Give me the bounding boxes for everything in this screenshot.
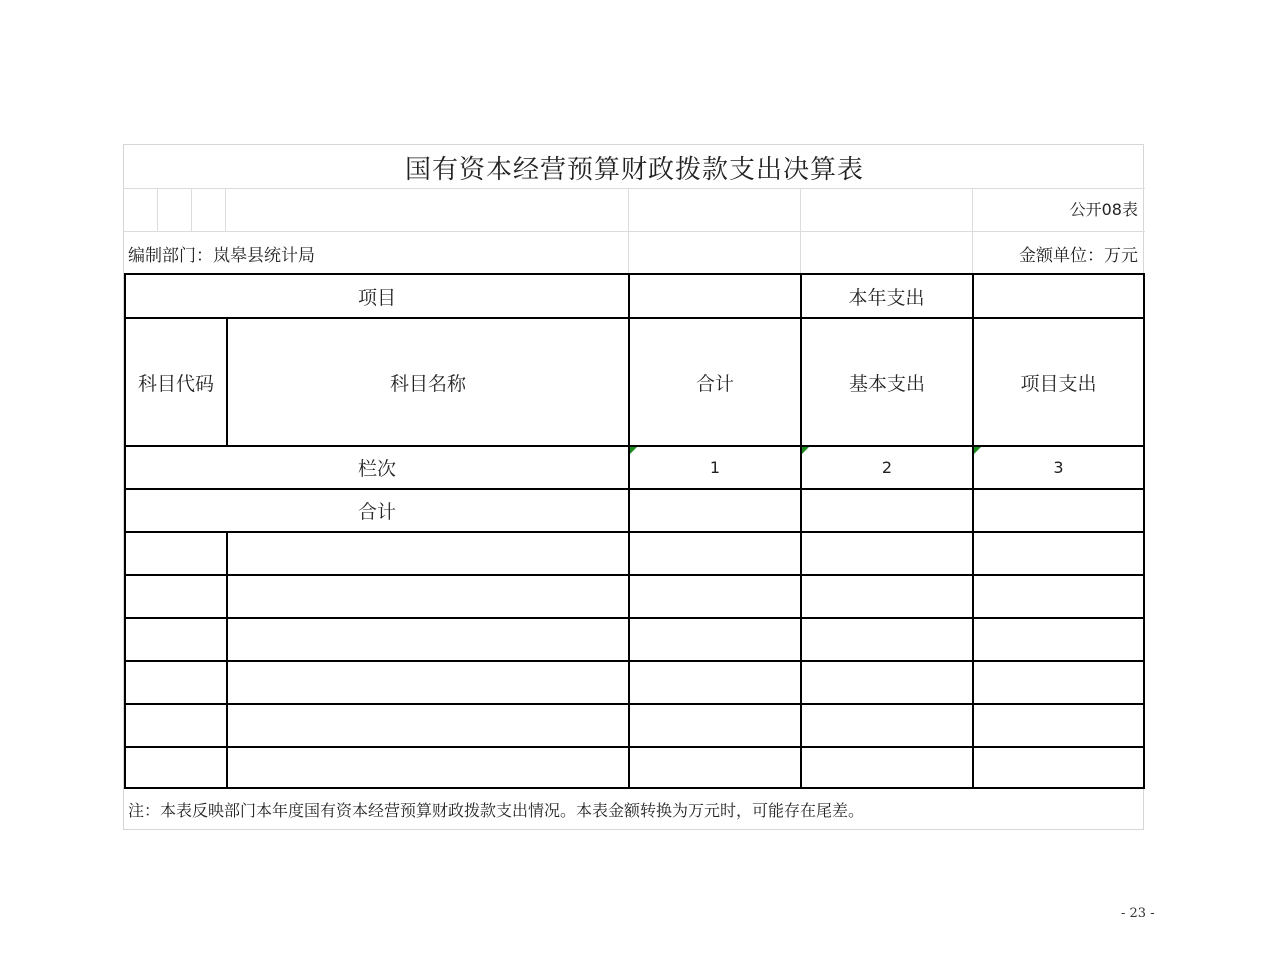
header-total: 合计 bbox=[695, 372, 734, 395]
table-line bbox=[126, 660, 1143, 662]
budget-sheet bbox=[123, 144, 1144, 830]
grid-line bbox=[225, 188, 226, 231]
column-index-label: 栏次 bbox=[357, 458, 396, 480]
table-line bbox=[126, 703, 1143, 705]
grid-line bbox=[800, 188, 801, 274]
table-line bbox=[126, 746, 1143, 748]
form-number: 公开08表 bbox=[1069, 200, 1138, 219]
grid-line bbox=[628, 188, 629, 274]
header-item: 项目 bbox=[357, 286, 396, 309]
table-line bbox=[126, 531, 1143, 533]
expenditure-table bbox=[124, 273, 1145, 789]
grid-line bbox=[124, 231, 1145, 232]
grid-line bbox=[972, 188, 973, 274]
cell-marker-icon bbox=[802, 447, 809, 454]
page-number: - 23 - bbox=[1121, 906, 1155, 921]
sum-row-label: 合计 bbox=[357, 501, 396, 523]
cell-marker-icon bbox=[630, 447, 637, 454]
header-basic: 基本支出 bbox=[848, 372, 925, 395]
table-note: 注：本表反映部门本年度国有资本经营预算财政拨款支出情况。本表金额转换为万元时，可能存在尾差。 bbox=[128, 801, 865, 820]
header-name: 科目名称 bbox=[389, 372, 466, 395]
grid-line bbox=[191, 188, 192, 231]
header-year-spend: 本年支出 bbox=[848, 286, 925, 309]
table-line bbox=[126, 617, 1143, 619]
header-code: 科目代码 bbox=[137, 372, 214, 395]
amount-unit: 金额单位：万元 bbox=[1019, 246, 1138, 266]
column-index-3: 3 bbox=[1053, 458, 1064, 477]
column-index-2: 2 bbox=[881, 458, 893, 477]
header-project: 项目支出 bbox=[1020, 372, 1097, 395]
table-title: 国有资本经营预算财政拨款支出决算表 bbox=[404, 154, 864, 185]
table-line bbox=[126, 574, 1143, 576]
column-index-1: 1 bbox=[709, 458, 721, 477]
table-line bbox=[226, 531, 228, 787]
compiling-department: 编制部门：岚皋县统计局 bbox=[128, 246, 315, 266]
cell-marker-icon bbox=[974, 447, 981, 454]
grid-line bbox=[157, 188, 158, 231]
